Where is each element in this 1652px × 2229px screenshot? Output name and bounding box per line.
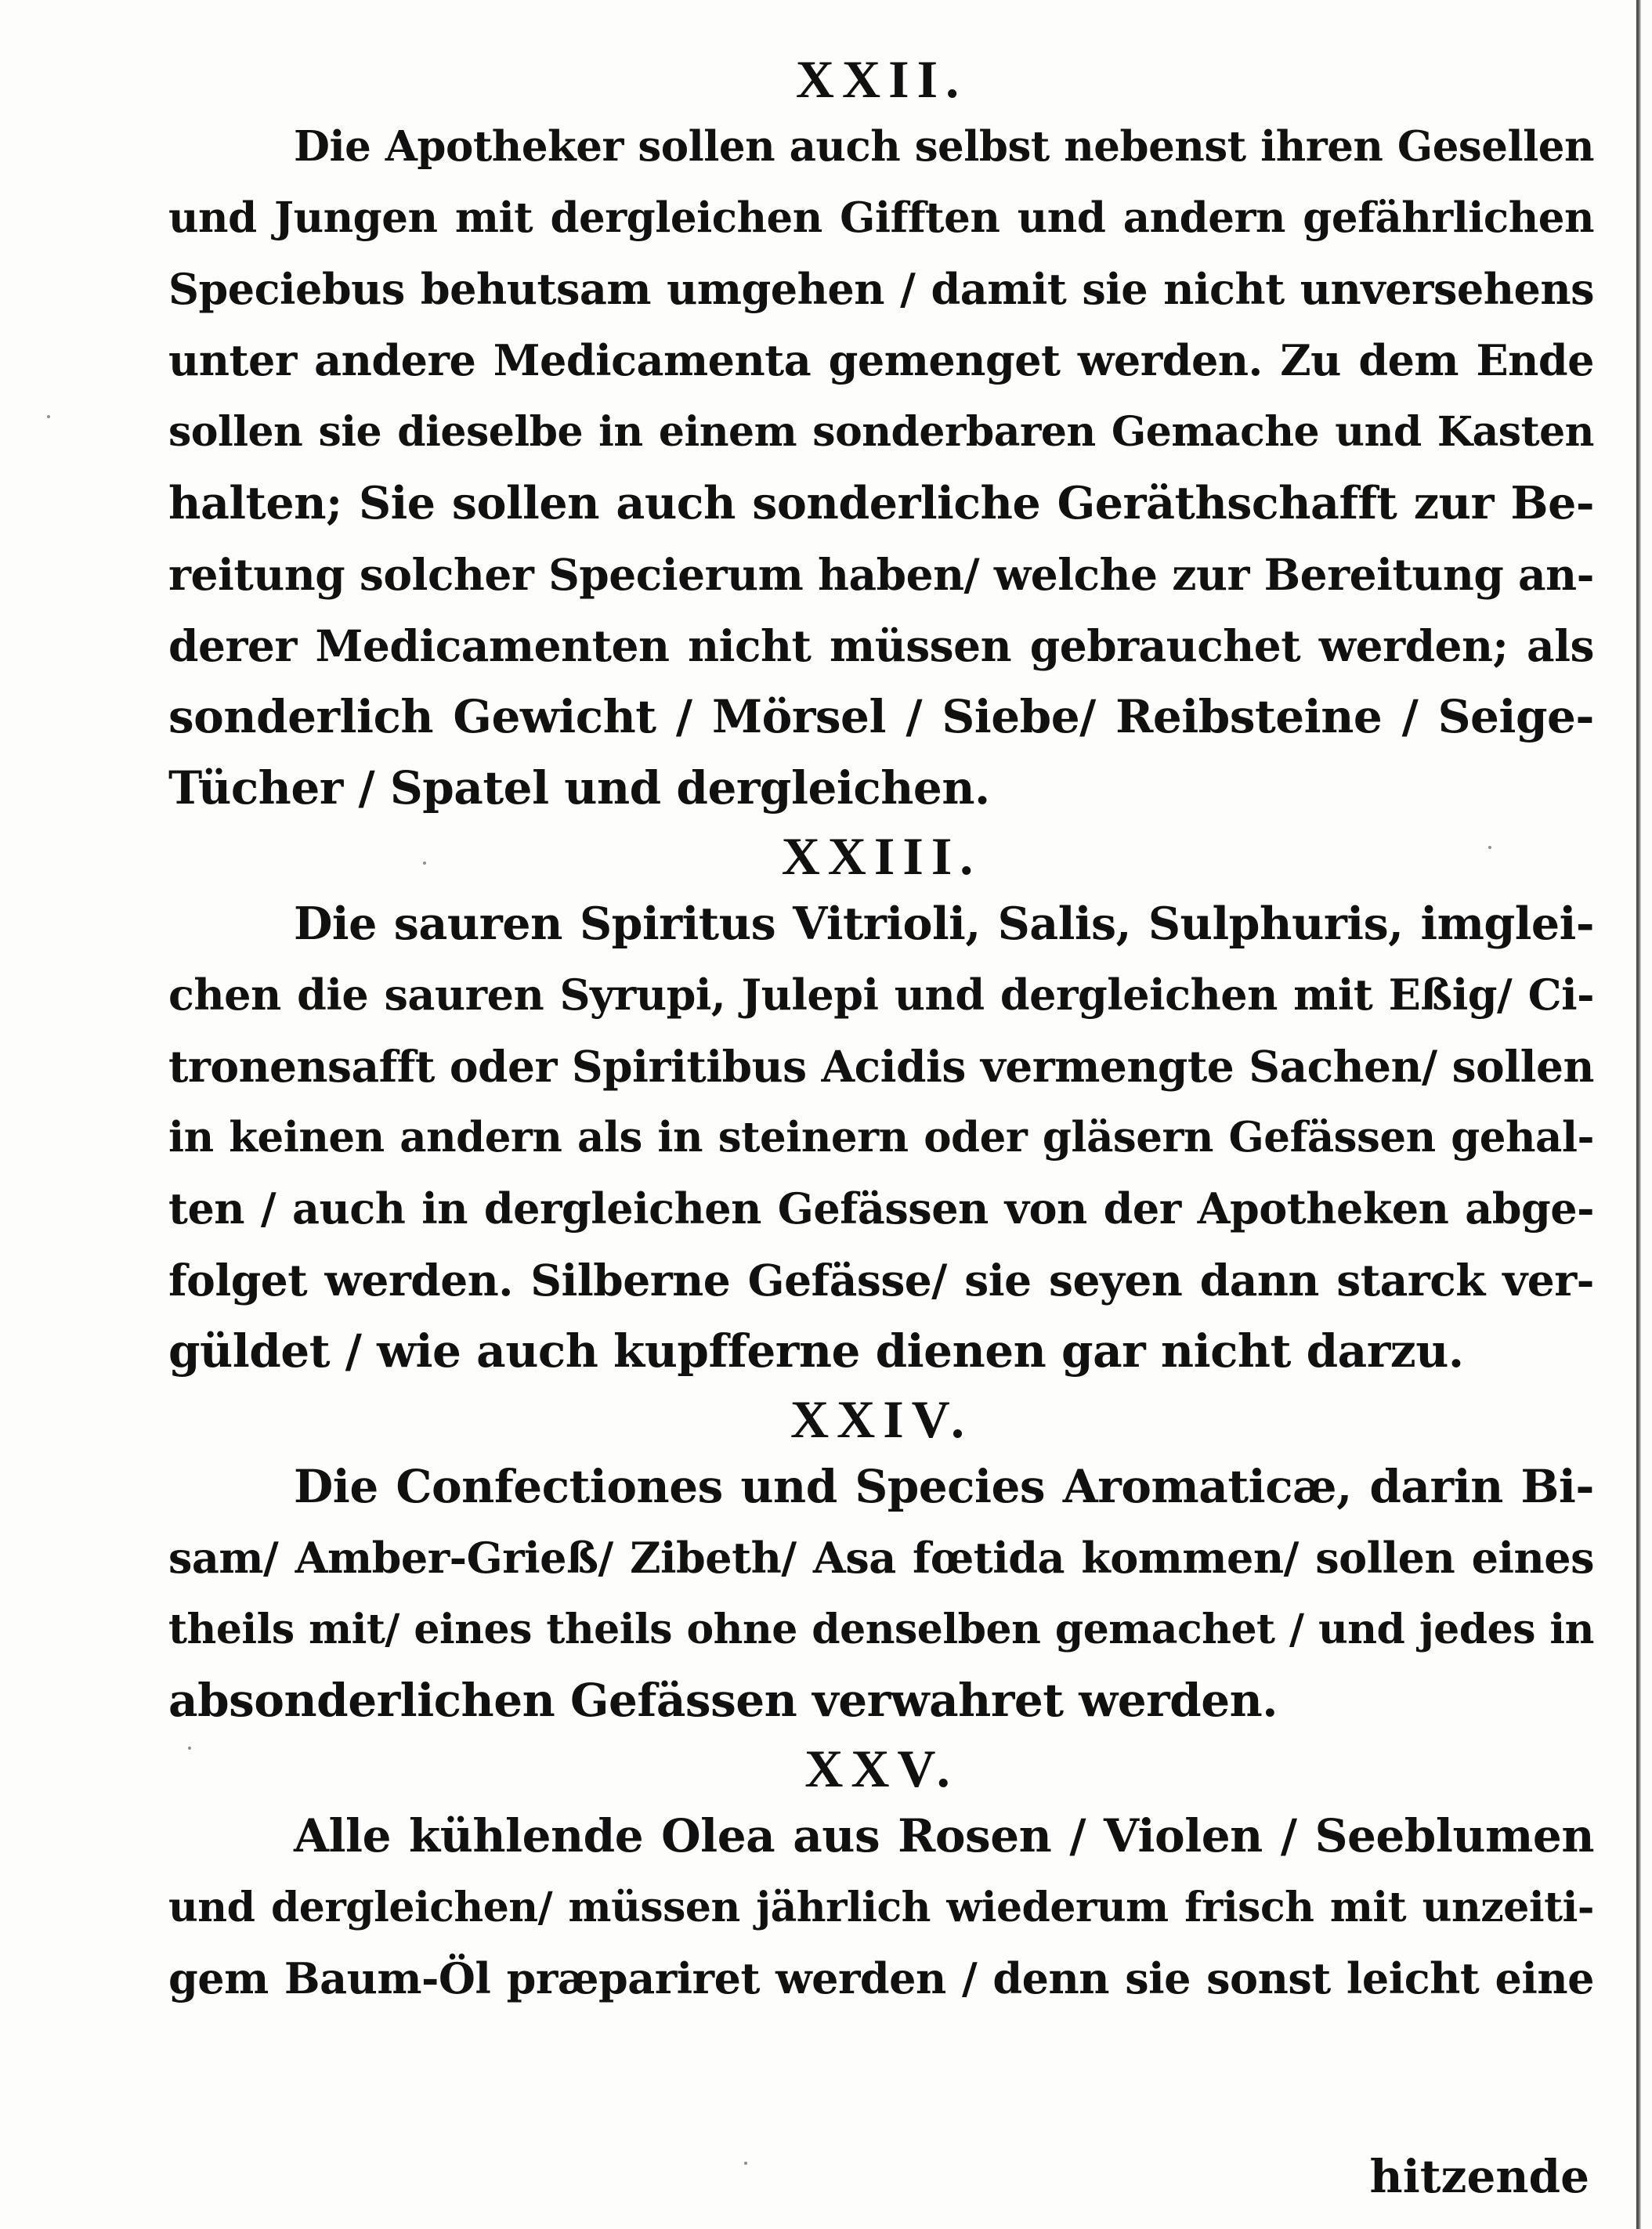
text-line: theils mit/ eines theils ohne denselben gemachet / und jedes in — [168, 1606, 1594, 1653]
text-line: in keinen andern als in steinern oder gläsern Gefässen gehal- — [168, 1113, 1594, 1161]
text-line: halten; Sie sollen auch sonderliche Geräthschafft zur Be- — [168, 477, 1594, 529]
text-line: sonderlich Gewicht / Mörsel / Siebe/ Reibsteine / Seige- — [168, 690, 1594, 743]
text-block — [168, 47, 1594, 2014]
text-line: reitung solcher Specierum haben/ welche zur Bereitung an- — [168, 549, 1594, 600]
scan-speck — [744, 2162, 747, 2165]
text-line: chen die sauren Syrupi, Julepi und dergleichen mit Eßig/ Ci- — [168, 970, 1594, 1020]
paragraph-xxiii — [168, 888, 1594, 1387]
text-line: Die Confectiones und Species Aromaticæ, darin Bi- — [294, 1460, 1594, 1513]
text-line: folget werden. Silberne Gefässe/ sie seyen dann starck ver- — [168, 1255, 1594, 1306]
text-line: und dergleichen/ müssen jährlich wiederum frisch mit unzeiti- — [168, 1884, 1594, 1931]
page-edge-shadow — [1636, 0, 1641, 2229]
scan-speck — [423, 862, 426, 865]
paragraph-xxv — [168, 1801, 1594, 2014]
text-line: Alle kühlende Olea aus Rosen / Violen / Seeblumen — [294, 1809, 1594, 1862]
scan-speck — [1488, 846, 1491, 849]
paragraph-xxii — [168, 111, 1594, 824]
scan-speck — [188, 1747, 191, 1750]
text-line: und Jungen mit dergleichen Gifften und andern gefährlichen — [168, 193, 1594, 242]
text-line: Speciebus behutsam umgehen / damit sie nicht unversehens — [168, 264, 1594, 314]
catchword: hitzende — [1369, 2150, 1589, 2203]
paragraph-xxiv — [168, 1451, 1594, 1736]
text-line: gem Baum-Öl præpariret werden / denn sie sonst leicht eine — [168, 1953, 1594, 2003]
text-line: güldet / wie auch kupfferne dienen gar nicht darzu. — [168, 1324, 1464, 1378]
text-line: ten / auch in dergleichen Gefässen von der Apotheken abge- — [168, 1183, 1594, 1234]
text-line: sam/ Amber-Grieß/ Zibeth/ Asa fœtida kommen/ sollen eines — [168, 1533, 1594, 1583]
section-heading-xxiii: XXIII. — [781, 826, 981, 886]
text-line: derer Medicamenten nicht müssen gebrauchet werden; als — [168, 620, 1594, 671]
section-heading-xxii: XXII. — [795, 49, 967, 109]
section-heading-xxiv: XXIV. — [790, 1389, 973, 1449]
text-line: Tücher / Spatel und dergleichen. — [168, 761, 990, 815]
text-line: tronensafft oder Spiritibus Acidis vermengte Sachen/ sollen — [168, 1041, 1594, 1092]
text-line: unter andere Medicamenta gemenget werden. Zu dem Ende — [168, 335, 1594, 385]
section-heading-xxv: XXV. — [804, 1739, 958, 1798]
text-line: sollen sie dieselbe in einem sonderbaren Gemache und Kasten — [168, 408, 1594, 456]
text-line: Die sauren Spiritus Vitrioli, Salis, Sulphuris, imglei- — [294, 898, 1594, 950]
scan-speck — [47, 415, 50, 418]
text-line: Die Apotheker sollen auch selbst nebenst ihren Gesellen — [294, 122, 1594, 171]
text-line: absonderlichen Gefässen verwahret werden. — [168, 1674, 1278, 1727]
